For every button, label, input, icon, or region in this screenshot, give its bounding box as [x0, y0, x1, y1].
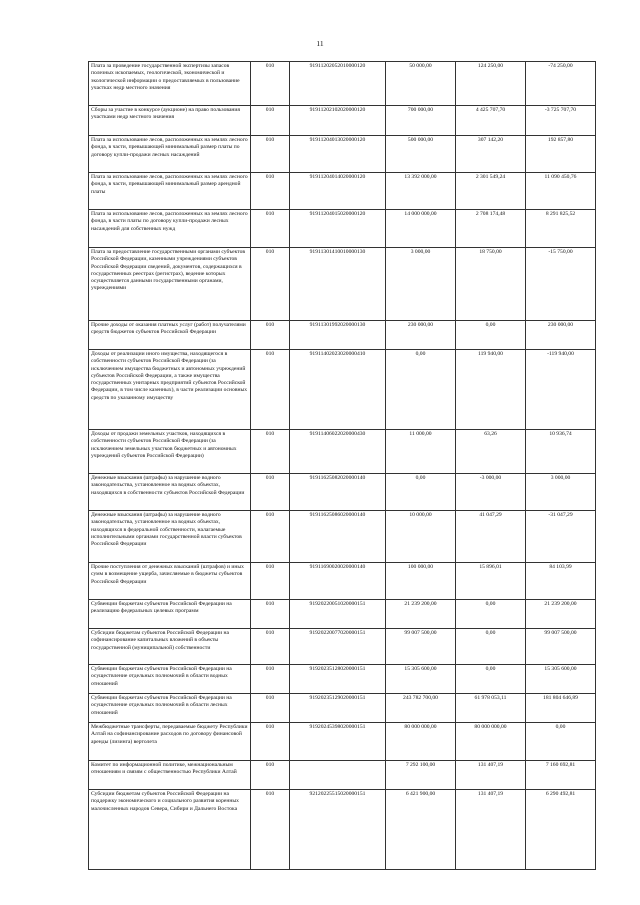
row-diff-cell: -31 047,29	[526, 511, 596, 563]
row-code-cell: 010	[251, 665, 290, 694]
table-row	[89, 62, 596, 106]
row-fact-cell: 61 978 053,11	[456, 694, 526, 723]
row-diff-cell: 15 305 600,00	[526, 665, 596, 694]
table-row	[89, 600, 596, 629]
row-kbk-cell: 92120225515020000151	[290, 790, 386, 870]
row-code-cell: 010	[251, 474, 290, 511]
row-fact-cell: 0,00	[456, 321, 526, 350]
row-plan-cell: 100 000,00	[386, 563, 456, 600]
table-row	[89, 248, 596, 321]
table-row	[89, 430, 596, 474]
row-kbk-cell: 91920220051020000151	[290, 600, 386, 629]
row-plan-cell: 80 000 000,00	[386, 723, 456, 761]
row-plan-cell: 243 782 700,00	[386, 694, 456, 723]
row-code-cell: 010	[251, 694, 290, 723]
row-code-cell: 010	[251, 350, 290, 430]
row-code-cell: 010	[251, 62, 290, 106]
row-fact-cell: 15 896,01	[456, 563, 526, 600]
row-code-cell: 010	[251, 563, 290, 600]
row-fact-cell: 131 407,19	[456, 790, 526, 870]
row-plan-cell: 7 292 100,00	[386, 761, 456, 790]
table-row	[89, 321, 596, 350]
row-fact-cell: 80 000 000,00	[456, 723, 526, 761]
row-kbk-cell: 91920235128020000151	[290, 665, 386, 694]
row-diff-cell: 0,00	[526, 723, 596, 761]
row-kbk-cell: 91911690020020000140	[290, 563, 386, 600]
row-diff-cell: -74 250,00	[526, 62, 596, 106]
row-plan-cell: 14 000 000,00	[386, 210, 456, 248]
row-plan-cell: 0,00	[386, 350, 456, 430]
table-row	[89, 629, 596, 665]
row-code-cell: 010	[251, 723, 290, 761]
row-code-cell: 010	[251, 248, 290, 321]
row-kbk-cell: 91920220077020000151	[290, 629, 386, 665]
row-name-cell: Комитет по информационной политике, межнациональным отношениям и связям с общественностью Республики Алтай	[89, 761, 251, 790]
row-kbk-cell: 91911301410010000130	[290, 248, 386, 321]
row-diff-cell: 181 804 646,89	[526, 694, 596, 723]
table-row	[89, 350, 596, 430]
row-kbk-cell: 91911625082020000140	[290, 474, 386, 511]
row-code-cell: 010	[251, 136, 290, 173]
row-fact-cell: -3 000,00	[456, 474, 526, 511]
row-fact-cell: 0,00	[456, 665, 526, 694]
row-name-cell: Прочие доходы от оказания платных услуг (работ) получателями средств бюджетов субъектов Российской Федерации	[89, 321, 251, 350]
row-code-cell: 010	[251, 210, 290, 248]
row-name-cell: Доходы от продажи земельных участков, находящихся в собственности субъектов Российской Федерации (за исключением земельных участков бюджетных и автономных учреждений субъектов Российской Федерации)	[89, 430, 251, 474]
row-plan-cell: 21 239 200,00	[386, 600, 456, 629]
row-name-cell: Плата за предоставление государственными органами субъектов Российской Федерации, казенными учреждениями субъектов Российской Федерации сведений, документов, содержащихся в государственных реестрах (регистрах), ведение которых осуществляется данными государственными органами, учреждениями	[89, 248, 251, 321]
row-name-cell: Межбюджетные трансферты, передаваемые бюджету Республики Алтай на софинансирование расходов по договору финансовой аренды (лизинга) вертолета	[89, 723, 251, 761]
row-diff-cell: 230 000,00	[526, 321, 596, 350]
row-kbk-cell: 91911202102020000120	[290, 106, 386, 136]
row-kbk-cell: 91920235129020000151	[290, 694, 386, 723]
table-row	[89, 723, 596, 761]
row-plan-cell: 700 000,00	[386, 106, 456, 136]
row-fact-cell: 131 407,19	[456, 761, 526, 790]
row-diff-cell: -3 725 707,70	[526, 106, 596, 136]
table-row	[89, 136, 596, 173]
row-name-cell: Плата за проведение государственной экспертизы запасов полезных ископаемых, геологической, экономической и экологической информации о предоставляемых в пользование участках недр местного значения	[89, 62, 251, 106]
row-name-cell: Субсидии бюджетам субъектов Российской Федерации на софинансирование капитальных вложений в объекты государственной (муниципальной) собственности	[89, 629, 251, 665]
row-plan-cell: 11 000,00	[386, 430, 456, 474]
row-name-cell: Плата за использование лесов, расположенных на землях лесного фонда, в части платы по договору купли-продажи лесных насаждений для собственных нужд	[89, 210, 251, 248]
row-name-cell: Субсидии бюджетам субъектов Российской Федерации на поддержку экономического и социального развития коренных малочисленных народов Севера, Сибири и Дальнего Востока	[89, 790, 251, 870]
row-code-cell: 010	[251, 761, 290, 790]
row-fact-cell: 2 301 549,24	[456, 173, 526, 210]
row-plan-cell: 10 000,00	[386, 511, 456, 563]
row-name-cell: Плата за использование лесов, расположенных на землях лесного фонда, в части, превышающей минимальный размер платы по договору купли-продажи лесных насаждений	[89, 136, 251, 173]
row-code-cell: 010	[251, 629, 290, 665]
row-name-cell: Прочие поступления от денежных взысканий (штрафов) и иных сумм в возмещение ущерба, зачисляемые в бюджеты субъектов Российской Федерации	[89, 563, 251, 600]
row-kbk-cell	[290, 761, 386, 790]
table-row	[89, 694, 596, 723]
row-code-cell: 010	[251, 430, 290, 474]
revenue-table	[88, 61, 596, 870]
row-fact-cell: 63,26	[456, 430, 526, 474]
row-plan-cell: 15 305 600,00	[386, 665, 456, 694]
row-diff-cell: 21 239 200,00	[526, 600, 596, 629]
row-fact-cell: 119 940,00	[456, 350, 526, 430]
page-number: 11	[316, 39, 324, 48]
row-kbk-cell: 91911406022020000430	[290, 430, 386, 474]
row-kbk-cell: 91920245398020000151	[290, 723, 386, 761]
row-name-cell: Доходы от реализации иного имущества, находящегося в собственности субъектов Российской Федерации (за исключением имущества бюджетных и автономных учреждений субъектов Российской Федерации, а также имущества государственных унитарных предприятий субъектов Российской Федерации, в том числе казенных), в части реализации основных средств по указанному имуществу	[89, 350, 251, 430]
table-row	[89, 563, 596, 600]
row-fact-cell: 124 250,00	[456, 62, 526, 106]
row-diff-cell: 192 857,80	[526, 136, 596, 173]
row-kbk-cell: 91911402023020000410	[290, 350, 386, 430]
table-row	[89, 665, 596, 694]
row-diff-cell: 99 007 500,00	[526, 629, 596, 665]
row-kbk-cell: 91911204014020000120	[290, 173, 386, 210]
row-diff-cell: -15 750,00	[526, 248, 596, 321]
row-diff-cell: 7 160 692,81	[526, 761, 596, 790]
table-row	[89, 173, 596, 210]
table-row	[89, 511, 596, 563]
row-kbk-cell: 91911625086020000140	[290, 511, 386, 563]
row-diff-cell: 84 103,99	[526, 563, 596, 600]
row-code-cell: 010	[251, 321, 290, 350]
row-kbk-cell: 91911204015020000120	[290, 210, 386, 248]
row-plan-cell: 6 421 900,00	[386, 790, 456, 870]
row-fact-cell: 2 708 174,48	[456, 210, 526, 248]
row-kbk-cell: 91911202052010000120	[290, 62, 386, 106]
row-diff-cell: 8 291 825,52	[526, 210, 596, 248]
table-row	[89, 790, 596, 870]
row-kbk-cell: 91911204013020000120	[290, 136, 386, 173]
row-fact-cell: 41 047,29	[456, 511, 526, 563]
row-name-cell: Плата за использование лесов, расположенных на землях лесного фонда, в части, превышающей минимальный размер арендной платы	[89, 173, 251, 210]
row-name-cell: Субвенции бюджетам субъектов Российской Федерации на реализацию федеральных целевых программ	[89, 600, 251, 629]
row-diff-cell: 11 090 450,76	[526, 173, 596, 210]
row-fact-cell: 18 750,00	[456, 248, 526, 321]
row-plan-cell: 50 000,00	[386, 62, 456, 106]
row-plan-cell: 500 000,00	[386, 136, 456, 173]
row-code-cell: 010	[251, 790, 290, 870]
table-row	[89, 106, 596, 136]
row-fact-cell: 0,00	[456, 629, 526, 665]
row-diff-cell: 6 290 492,81	[526, 790, 596, 870]
table-row	[89, 761, 596, 790]
row-name-cell: Субвенции бюджетам субъектов Российской Федерации на осуществление отдельных полномочий в области водных отношений	[89, 665, 251, 694]
row-diff-cell: 10 936,74	[526, 430, 596, 474]
row-name-cell: Сборы за участие в конкурсе (аукционе) на право пользования участками недр местного значения	[89, 106, 251, 136]
row-plan-cell: 3 000,00	[386, 248, 456, 321]
row-plan-cell: 13 392 000,00	[386, 173, 456, 210]
row-code-cell: 010	[251, 511, 290, 563]
row-code-cell: 010	[251, 600, 290, 629]
row-plan-cell: 230 000,00	[386, 321, 456, 350]
row-plan-cell: 99 007 500,00	[386, 629, 456, 665]
row-name-cell: Субвенции бюджетам субъектов Российской Федерации на осуществление отдельных полномочий в области лесных отношений	[89, 694, 251, 723]
row-diff-cell: -119 940,00	[526, 350, 596, 430]
row-code-cell: 010	[251, 173, 290, 210]
row-diff-cell: 3 000,00	[526, 474, 596, 511]
row-code-cell: 010	[251, 106, 290, 136]
revenue-table-body	[89, 62, 596, 870]
row-fact-cell: 4 425 707,70	[456, 106, 526, 136]
row-fact-cell: 0,00	[456, 600, 526, 629]
row-kbk-cell: 91911301992020000130	[290, 321, 386, 350]
table-row	[89, 474, 596, 511]
table-row	[89, 210, 596, 248]
row-name-cell: Денежные взыскания (штрафы) за нарушение водного законодательства, установленное на водных объектах, находящихся в собственности субъектов Российской Федерации	[89, 474, 251, 511]
row-plan-cell: 0,00	[386, 474, 456, 511]
row-fact-cell: 307 142,20	[456, 136, 526, 173]
row-name-cell: Денежные взыскания (штрафы) за нарушение водного законодательства, установленное на водных объектах, находящихся в федеральной собственности, налагаемые исполнительными органами государственной власти субъектов Российской Федерации	[89, 511, 251, 563]
